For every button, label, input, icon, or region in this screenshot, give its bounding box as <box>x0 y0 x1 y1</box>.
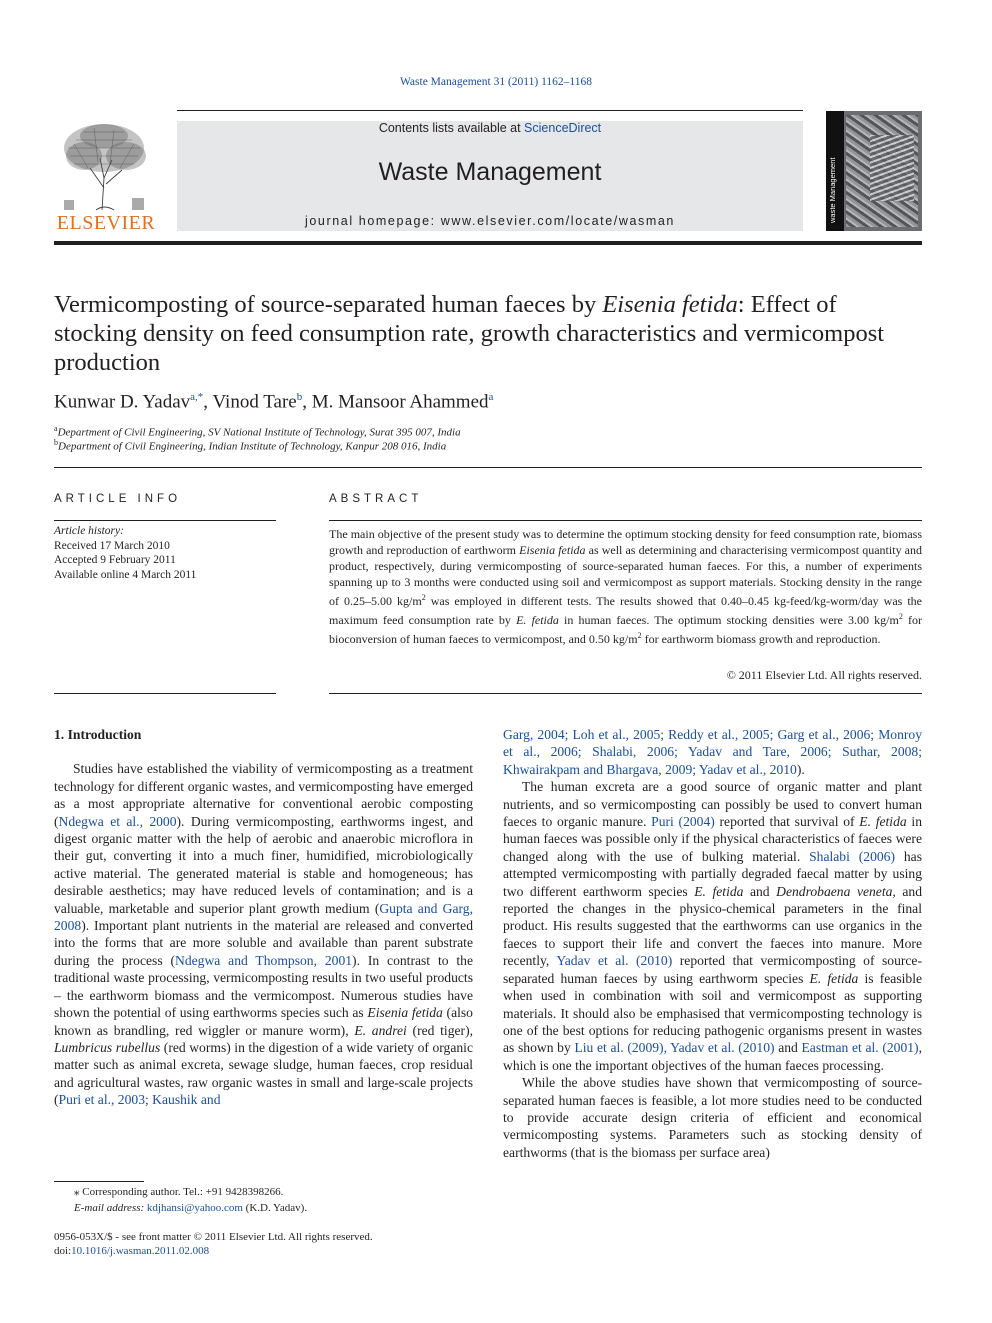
citation-link[interactable]: Ndegwa and Thompson, 2001 <box>175 952 353 968</box>
abstract-body: The main objective of the present study was to determine the optimum stocking density for feed consumption rate, biomass growth and reproduction of earthworm Eisenia fetida as well as determining and characterising vermicompost quantity and product, respectively, during vermicomposting of source-separated human faeces. For this, a number of experiments spanning up to 3 months were conducted using soil and vermicompost as support materials. Stocking density in the range of 0.25–5.00 $kg/m^2$ was employed in different tests. The results showed that 0.40–0.45 kg-feed/kg-worm/day was the maximum feed consumption rate by E. fetida in human faeces. The optimum stocking densities were 3.00 $kg/m^2$ for bioconversion of human faeces to vermicompost, and 0.50 $kg/m^2$ for earthworm biomass growth and reproduction. <box>329 527 923 646</box>
affiliation-b <box>54 438 914 453</box>
footnote-rule <box>54 1181 144 1182</box>
received-date: Received 17 March 2010 <box>54 539 170 552</box>
title-bottom-rule <box>54 467 922 468</box>
body-paragraph: The human excreta are a good source of organic matter and plant nutrients, and so vermicomposting can possibly be used to convert human faeces to organic manure. Puri (2004) reported that survival of E. fetida in human faeces was possible only if the physical characteristics of faeces were changed along with the use of bulking material. Shalabi (2006) has attempted vermicomposting with partially degraded faecal matter by using two different earthworm species E. fetida and Dendrobaena veneta, and reported the changes in the physico-chemical parameters in the final product. His results suggested that the earthworms can use organics in the faeces to support their life and convert the faeces into manure. More recently, Yadav et al. (2010) reported that vermicomposting of source-separated human faeces by using earthworm species E. fetida is feasible when used in combination with soil and vermicompost as supporting materials. It should also be emphasised that vermicomposting technology is one of the best options for reducing pathogenic organisms present in wastes as shown by Liu et al. (2009), Yadav et al. (2010) and Eastman et al. (2001), which is one the important objectives of the human faeces processing. <box>503 779 923 1073</box>
citation-link[interactable]: Garg, 2004; Loh et al., 2005; Reddy et al., 2005; Garg et al., 2006; Monroy et al., 2006; Shalabi, 2006; Yadav and Tare, 2006; Suthar, 2008; Khwairakpam and Bhargava, 2009; Yadav et al., 2010 <box>503 727 922 777</box>
doi-line <box>54 1244 554 1258</box>
email-link[interactable]: kdjhansi@yahoo.com <box>146 1201 243 1214</box>
citation-link[interactable]: Gupta and Garg, 2008 <box>54 900 473 934</box>
title-text-rest: : Effect of stocking density on feed consumption rate, growth characteristics and vermicompost production <box>54 291 885 376</box>
abstract-bottom-rule <box>329 693 922 694</box>
citation-link[interactable]: Shalabi (2006) <box>809 848 895 864</box>
abstract-rule <box>329 520 922 521</box>
journal-reference-link[interactable]: Waste Management 31 (2011) 1162–1168 <box>400 76 592 88</box>
author-affil-mark[interactable]: b <box>296 391 303 403</box>
author-affil-mark[interactable]: a <box>488 391 494 403</box>
author-name[interactable]: M. Mansoor Ahammed <box>311 391 489 413</box>
email-owner: (K.D. Yadav). <box>245 1201 308 1214</box>
cover-title: waste Management <box>828 157 837 223</box>
journal-homepage[interactable]: journal homepage: www.elsevier.com/locate/wasman <box>304 214 675 228</box>
affiliation-mark: b <box>54 438 58 447</box>
footnote <box>54 1185 473 1216</box>
body-right-column <box>503 726 922 1161</box>
abstract-copyright: © 2011 Elsevier Ltd. All rights reserved. <box>726 668 922 682</box>
body-paragraph: Studies have established the viability of vermicomposting as a treatment technology for different organic wastes, and vermicomposting have emerged as a most appropriate alternative for conventional aerobic composting (Ndegwa et al., 2000). During vermicomposting, earthworms ingest, and digest organic matter with the help of aerobic and anaerobic microflora in their gut, converting it into a much finer, humidified, microbiologically active material. The generated material is stable and homogeneous; has desirable aesthetics; may have reduced levels of contamination; and is a valuable, marketable and superior plant growth medium (Gupta and Garg, 2008). Important plant nutrients in the material are released and converted into the forms that are more soluble and available than parent substrate during the process (Ndegwa and Thompson, 2001). In contrast to the traditional waste processing, vermicomposting results in two useful products – the earthworm biomass and the vermicompost. Numerous studies have shown the potential of using earthworms species such as Eisenia fetida (also known as brandling, red wiggler or manure worm), E. andrei (red tiger), Lumbricus rubellus (red worms) in the digestion of a wide variety of organic matter such as animal excreta, sewage sludge, human faeces, crop residual and agricultural wastes, raw organic wastes in small and large-scale projects (Puri et al., 2003; Kaushik and <box>54 761 473 1108</box>
header-top-rule <box>177 110 803 111</box>
affiliation-text: Department of Civil Engineering, SV National Institute of Technology, Surat 395 007, India <box>57 426 461 439</box>
body-left-column <box>54 726 473 1109</box>
article-info-rule <box>54 520 276 521</box>
elsevier-wordmark: ELSEVIER <box>56 212 156 234</box>
author-name[interactable]: Kunwar D. Yadav <box>54 391 191 413</box>
affiliation-a <box>54 424 914 439</box>
citation-link[interactable]: Ndegwa et al., 2000 <box>58 813 177 829</box>
citation-link[interactable]: Puri et al., 2003; Kaushik and <box>58 1092 221 1108</box>
email-label: E-mail address: <box>74 1201 145 1214</box>
journal-cover-thumbnail <box>826 111 922 231</box>
article-history <box>54 524 276 582</box>
author-name[interactable]: Vinod Tare <box>212 391 297 413</box>
citation-link[interactable]: Puri (2004) <box>651 814 715 830</box>
citation-link[interactable]: Yadav et al. (2010) <box>556 953 673 969</box>
corresponding-author-note: ⁎ Corresponding author. Tel.: +91 9428398266. <box>74 1186 284 1198</box>
title-text: Vermicomposting of source-separated human faeces by <box>54 291 603 318</box>
accepted-date: Accepted 9 February 2011 <box>54 554 176 566</box>
online-date: Available online 4 March 2011 <box>54 568 197 581</box>
contents-line <box>177 121 803 135</box>
email-line <box>74 1201 473 1217</box>
abstract-heading: ABSTRACT <box>329 493 423 505</box>
doi-label: doi: <box>54 1245 72 1257</box>
sciencedirect-link[interactable]: ScienceDirect <box>524 121 602 135</box>
section-heading-introduction: 1. Introduction <box>54 727 142 742</box>
front-matter <box>54 1230 554 1258</box>
history-label: Article history: <box>54 525 124 537</box>
header-thick-rule <box>54 241 922 245</box>
doi-link[interactable]: 10.1016/j.wasman.2011.02.008 <box>71 1245 210 1257</box>
body-paragraph: Garg, 2004; Loh et al., 2005; Reddy et al., 2005; Garg et al., 2006; Monroy et al., 2006; Shalabi, 2006; Yadav and Tare, 2006; Suthar, 2008; Khwairakpam and Bhargava, 2009; Yadav et al., 2010). <box>503 727 922 777</box>
affiliation-text: Department of Civil Engineering, Indian Institute of Technology, Kanpur 208 016, India <box>58 440 447 453</box>
article-info-bottom-rule <box>54 693 276 694</box>
issn-line: 0956-053X/$ - see front matter © 2011 Elsevier Ltd. All rights reserved. <box>54 1231 373 1243</box>
author-list: Kunwar D. Yadav$^{a,*}$, Vinod Tare$^b$, M. Mansoor Ahammed$^a$ <box>54 391 494 413</box>
author-affil-mark[interactable]: a,* <box>190 391 204 403</box>
paper-title <box>54 290 914 377</box>
body-paragraph: While the above studies have shown that vermicomposting of source-separated human faeces is feasible, a lot more studies need to be conducted to provide accurate design criteria of efficient and economical vermicomposting systems. Parameters such as stocking density of earthworms (that is the biomass per surface area) <box>503 1075 922 1160</box>
article-info-heading: ARTICLE INFO <box>54 493 182 505</box>
journal-title: Waste Management <box>378 158 602 186</box>
title-species: Eisenia fetida <box>602 291 738 318</box>
citation-link[interactable]: Eastman et al. (2001) <box>801 1040 919 1056</box>
affiliation-mark: a <box>54 424 58 433</box>
citation-link[interactable]: Liu et al. (2009), Yadav et al. (2010) <box>574 1040 775 1056</box>
contents-prefix: Contents lists available at <box>378 121 525 135</box>
